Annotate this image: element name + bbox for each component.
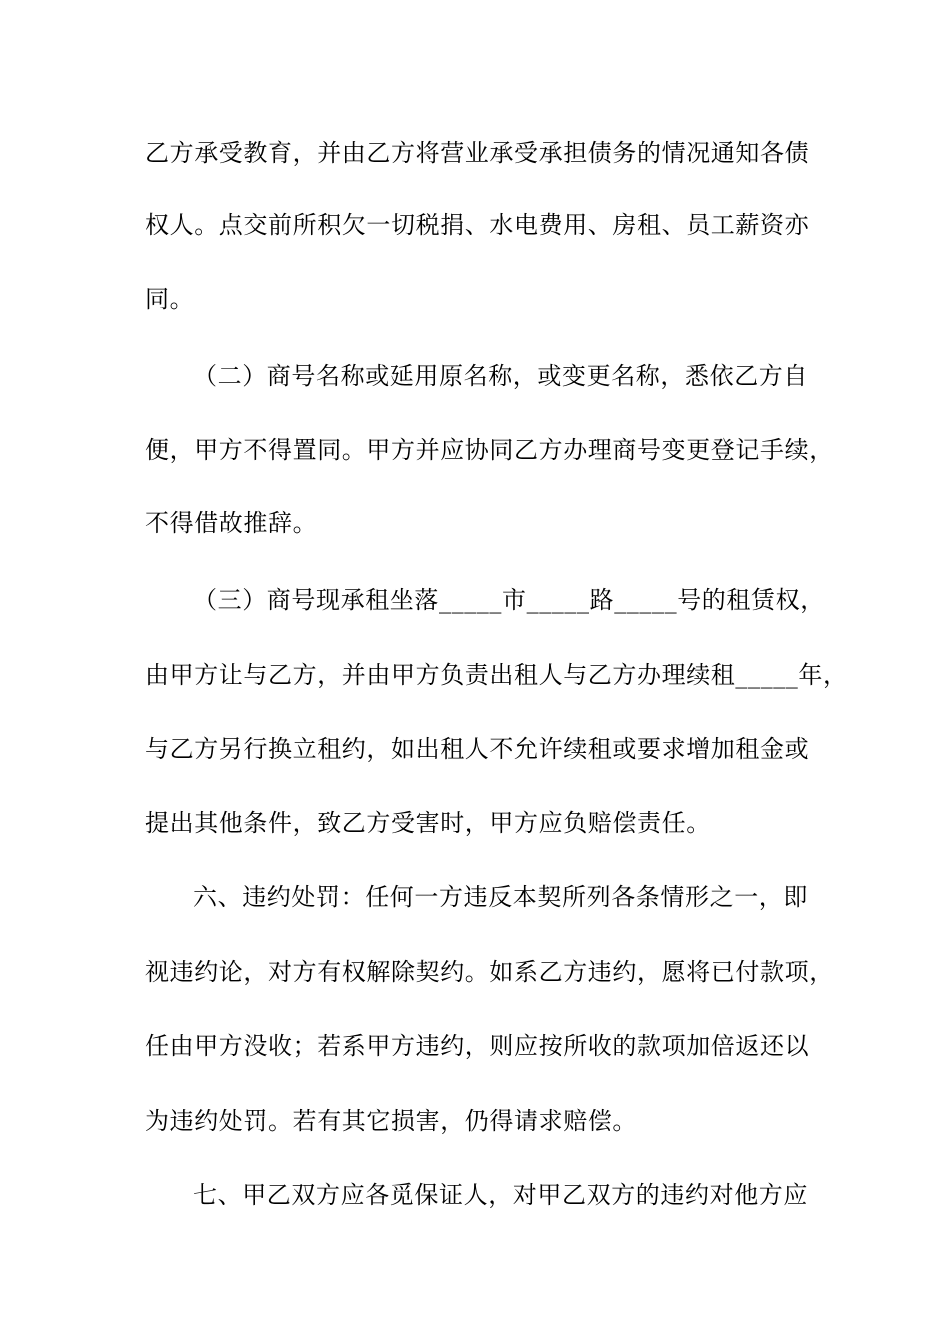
paragraph-start-line: 七、甲乙双方应各觅保证人，对甲乙双方的违约对他方应: [193, 1181, 808, 1209]
text-line: 与乙方另行换立租约，如出租人不允许续租或要求增加租金或: [145, 735, 810, 763]
text-line: 乙方承受教育，并由乙方将营业承受承担债务的情况通知各债: [145, 139, 810, 167]
text-line: 为违约处罚。若有其它损害，仍得请求赔偿。: [145, 1107, 637, 1135]
text-line: 不得借故推辞。: [145, 509, 318, 537]
paragraph-start-line: （二）商号名称或延用原名称，或变更名称，悉依乙方自: [193, 362, 808, 390]
paragraph-start-line: （三）商号现承租坐落_____市_____路_____号的租赁权，: [193, 586, 825, 614]
text-line: 提出其他条件，致乙方受害时，甲方应负赔偿责任。: [145, 809, 711, 837]
text-line: 视违约论，对方有权解除契约。如系乙方违约，愿将已付款项，: [145, 958, 834, 986]
text-line: 任由甲方没收；若系甲方违约，则应按所收的款项加倍返还以: [145, 1032, 810, 1060]
paragraph-start-line: 六、违约处罚：任何一方违反本契所列各条情形之一，即: [193, 883, 808, 911]
text-line: 便，甲方不得置同。甲方并应协同乙方办理商号变更登记手续，: [145, 436, 834, 464]
text-line: 权人。点交前所积欠一切税捐、水电费用、房租、员工薪资亦: [145, 211, 810, 239]
text-line: 同。: [145, 285, 195, 313]
text-line: 由甲方让与乙方，并由甲方负责出租人与乙方办理续租_____年，: [145, 661, 848, 689]
